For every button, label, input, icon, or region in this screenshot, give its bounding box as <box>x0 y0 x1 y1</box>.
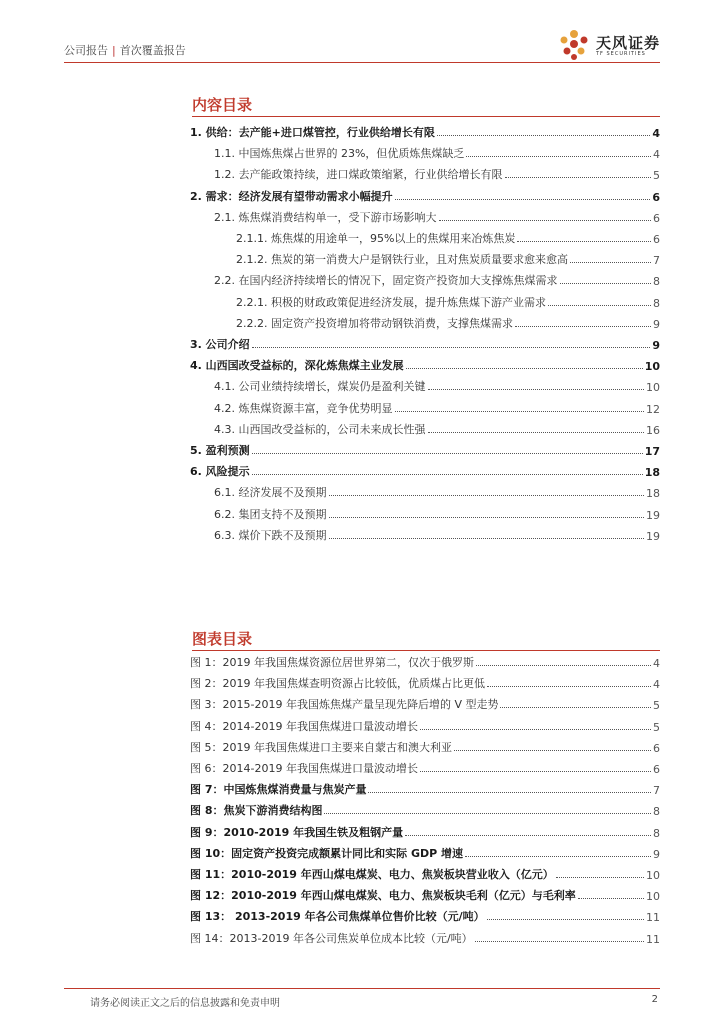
toc-entry[interactable] <box>190 334 660 352</box>
toc-leader-dots <box>395 411 645 412</box>
toc-entry-page: 5 <box>653 720 660 734</box>
toc-entry[interactable] <box>190 716 660 734</box>
toc-entry-page: 8 <box>653 826 660 840</box>
header-report-type: 公司报告 <box>64 44 108 57</box>
company-logo <box>554 26 660 66</box>
toc-entry[interactable] <box>190 398 660 416</box>
toc-entry-page: 5 <box>653 169 660 183</box>
toc-leader-dots <box>439 220 652 221</box>
toc-leader-dots <box>395 199 651 200</box>
toc-entry-page: 18 <box>646 487 660 501</box>
toc-entry-page: 10 <box>646 869 660 882</box>
toc-leader-dots <box>406 368 643 369</box>
toc-entry-label: 图 11：2010-2019 年西山煤电煤炭、电力、焦炭板块营业收入（亿元） <box>190 868 554 881</box>
toc-entry-label: 6. 风险提示 <box>190 465 250 479</box>
toc-leader-dots <box>329 517 645 518</box>
toc-entry-page: 19 <box>646 529 660 543</box>
toc-leader-dots <box>500 707 651 708</box>
toc-entry-page: 6 <box>653 211 660 225</box>
toc-leader-dots <box>329 538 645 539</box>
toc-entry-label: 图 1：2019 年我国焦煤资源位居世界第二，仅次于俄罗斯 <box>190 656 474 669</box>
toc-entry-label: 4.2. 炼焦煤资源丰富，竞争优势明显 <box>214 401 393 415</box>
figures-title-underline <box>192 650 660 651</box>
toc-entry[interactable] <box>190 270 660 288</box>
toc-leader-dots <box>465 856 651 857</box>
toc-entry[interactable] <box>190 249 660 267</box>
toc-entry[interactable] <box>190 737 660 755</box>
toc-leader-dots <box>548 305 651 306</box>
header-separator: | <box>112 44 116 57</box>
toc-leader-dots <box>487 919 644 920</box>
toc-leader-dots <box>252 474 643 475</box>
toc-entry-label: 2. 需求：经济发展有望带动需求小幅提升 <box>190 189 393 203</box>
toc-entry-page: 7 <box>653 784 660 798</box>
toc-entry-page: 6 <box>653 233 660 246</box>
header-report-subtype: 首次覆盖报告 <box>119 44 186 57</box>
toc-leader-dots <box>487 686 651 687</box>
toc-entry[interactable] <box>190 164 660 182</box>
toc-entry[interactable] <box>190 186 660 204</box>
toc-entry-label: 2.2.1. 积极的财政政策促进经济发展，提升炼焦煤下游产业需求 <box>236 295 546 309</box>
toc-entry-page: 4 <box>653 148 660 162</box>
toc-entry-page: 4 <box>653 657 660 670</box>
toc-entry-page: 4 <box>653 678 660 692</box>
toc-entry[interactable] <box>190 313 660 331</box>
page-number: 2 <box>651 994 658 1005</box>
logo-cn-text: 天风证券 <box>595 34 660 52</box>
toc-entry[interactable] <box>190 376 660 394</box>
toc-leader-dots <box>475 941 644 942</box>
toc-entry-label: 图 4：2014-2019 年我国焦煤进口量波动增长 <box>190 719 418 733</box>
toc-entry[interactable] <box>190 673 660 691</box>
toc-leader-dots <box>437 135 650 136</box>
toc-entry-label: 4.3. 山西国改受益标的，公司未来成长性强 <box>214 422 426 436</box>
toc-leader-dots <box>466 156 651 157</box>
toc-entry-page: 10 <box>646 890 660 904</box>
toc-entry-label: 图 6：2014-2019 年我国焦煤进口量波动增长 <box>190 762 418 775</box>
toc-leader-dots <box>556 877 644 878</box>
toc-entry-label: 图 13： 2013-2019 年各公司焦煤单位售价比较（元/吨） <box>190 910 485 924</box>
toc-entry-label: 图 10：固定资产投资完成额累计同比和实际 GDP 增速 <box>190 846 464 860</box>
toc-entry[interactable] <box>190 461 660 479</box>
toc-entry-page: 9 <box>653 847 660 861</box>
toc-entry[interactable] <box>190 800 660 818</box>
toc-leader-dots <box>560 283 652 284</box>
toc-leader-dots <box>428 389 645 390</box>
toc-entry-label: 图 3：2015-2019 年我国炼焦煤产量呈现先降后增的 V 型走势 <box>190 698 499 712</box>
toc-entry-label: 1. 供给：去产能+进口煤管控，行业供给增长有限 <box>190 126 435 139</box>
toc-entry-label: 图 2：2019 年我国焦煤查明资源占比较低，优质煤占比更低 <box>190 677 485 691</box>
toc-entry-label: 图 9：2010-2019 年我国生铁及粗钢产量 <box>190 825 404 839</box>
toc-entry[interactable] <box>190 779 660 797</box>
toc-entry-page: 10 <box>646 381 660 395</box>
toc-leader-dots <box>578 898 644 899</box>
toc-entry-page: 5 <box>653 699 660 713</box>
toc-entry-page: 6 <box>653 763 660 776</box>
toc-entry-page: 4 <box>652 127 660 140</box>
toc-entry[interactable] <box>190 504 660 522</box>
toc-entry[interactable] <box>190 758 660 776</box>
toc-entry-label: 图 7：中国炼焦煤消费量与焦炭产量 <box>190 783 367 797</box>
toc-leader-dots <box>405 835 651 836</box>
toc-entry-label: 3. 公司介绍 <box>190 338 250 351</box>
toc-entry-page: 9 <box>653 317 660 331</box>
toc-entry-label: 1.1. 中国炼焦煤占世界的 23%，但优质炼焦煤缺乏 <box>214 147 465 161</box>
toc-leader-dots <box>476 665 651 666</box>
toc-entry-page: 18 <box>644 466 660 480</box>
toc-entry[interactable] <box>190 355 660 373</box>
toc-entry[interactable] <box>190 525 660 543</box>
toc-entry[interactable] <box>190 419 660 437</box>
toc-entry-page: 19 <box>646 508 660 522</box>
toc-entry-label: 5. 盈利预测 <box>190 444 250 457</box>
toc-entry-label: 2.2. 在国内经济持续增长的情况下，固定资产投资加大支撑炼焦煤需求 <box>214 274 558 288</box>
footer-disclaimer: 请务必阅读正文之后的信息披露和免责申明 <box>90 998 280 1009</box>
toc-entry-page: 11 <box>646 911 660 925</box>
toc-entry[interactable] <box>190 292 660 310</box>
toc-entry-page: 9 <box>652 339 660 352</box>
toc-entry-label: 图 8：焦炭下游消费结构图 <box>190 804 323 818</box>
toc-entry-page: 6 <box>652 190 660 204</box>
toc-entry-label: 图 14：2013-2019 年各公司焦炭单位成本比较（元/吨） <box>190 931 473 945</box>
footer-divider <box>64 988 660 989</box>
toc-entry[interactable] <box>190 928 660 946</box>
toc-entry[interactable] <box>190 440 660 458</box>
toc-leader-dots <box>252 453 643 454</box>
toc-entry-label: 6.2. 集团支持不及预期 <box>214 507 327 521</box>
toc-entry[interactable] <box>190 864 660 882</box>
toc-entry[interactable] <box>190 822 660 840</box>
toc-leader-dots <box>570 262 651 263</box>
toc-entry-page: 8 <box>653 805 660 819</box>
toc-entry[interactable] <box>190 843 660 861</box>
toc-entry[interactable] <box>190 885 660 903</box>
toc-entry[interactable] <box>190 122 660 140</box>
toc-entry-label: 2.1.1. 炼焦煤的用途单一，95%以上的焦煤用来冶炼焦炭 <box>236 232 516 245</box>
toc-entry-label: 1.2. 去产能政策持续，进口煤政策缩紧，行业供给增长有限 <box>214 168 503 182</box>
toc-entry-page: 17 <box>644 445 660 458</box>
toc-entry-label: 4. 山西国改受益标的，深化炼焦煤主业发展 <box>190 359 404 373</box>
toc-leader-dots <box>517 241 651 242</box>
toc-leader-dots <box>324 813 651 814</box>
toc-leader-dots <box>420 729 651 730</box>
toc-entry-label: 6.3. 煤价下跌不及预期 <box>214 528 327 542</box>
toc-entry-page: 6 <box>653 741 660 755</box>
toc-leader-dots <box>329 495 645 496</box>
toc-entry-page: 10 <box>644 360 660 374</box>
flower-logo-icon <box>554 26 594 66</box>
toc-entry-label: 2.1. 炼焦煤消费结构单一，受下游市场影响大 <box>214 210 437 224</box>
toc-entry-label: 2.2.2. 固定资产投资增加将带动钢铁消费，支撑焦煤需求 <box>236 316 513 330</box>
toc-title-underline <box>192 116 660 117</box>
toc-entry-page: 7 <box>653 254 660 268</box>
toc-entry-label: 4.1. 公司业绩持续增长，煤炭仍是盈利关键 <box>214 380 426 394</box>
toc-leader-dots <box>428 432 645 433</box>
logo-en-text: TF SECURITIES <box>595 51 646 57</box>
toc-entry-page: 16 <box>646 423 660 437</box>
toc-entry[interactable] <box>190 207 660 225</box>
header-divider <box>64 62 660 63</box>
toc-entry-page: 12 <box>646 402 660 416</box>
toc-entry[interactable] <box>190 228 660 246</box>
toc-entry-page: 8 <box>653 296 660 310</box>
toc-leader-dots <box>505 177 652 178</box>
toc-entry-label: 图 5：2019 年我国焦煤进口主要来自蒙古和澳大利亚 <box>190 740 452 754</box>
toc-entry-page: 11 <box>646 932 660 946</box>
toc-entry-label: 图 12：2010-2019 年西山煤电煤炭、电力、焦炭板块毛利（亿元）与毛利率 <box>190 889 576 903</box>
toc-leader-dots <box>515 326 651 327</box>
toc-title: 内容目录 <box>192 96 253 114</box>
toc-entry-label: 6.1. 经济发展不及预期 <box>214 486 327 500</box>
toc-leader-dots <box>454 750 651 751</box>
toc-leader-dots <box>252 347 651 348</box>
toc-entry[interactable] <box>190 652 660 670</box>
toc-leader-dots <box>368 792 651 793</box>
toc-entry-label: 2.1.2. 焦炭的第一消费大户是钢铁行业，且对焦炭质量要求愈来愈高 <box>236 253 568 267</box>
toc-entry[interactable] <box>190 143 660 161</box>
report-header <box>64 42 186 58</box>
toc-entry[interactable] <box>190 694 660 712</box>
figures-title: 图表目录 <box>192 630 253 648</box>
toc-entry[interactable] <box>190 482 660 500</box>
toc-entry-page: 8 <box>653 275 660 289</box>
toc-leader-dots <box>420 771 651 772</box>
toc-entry[interactable] <box>190 906 660 924</box>
